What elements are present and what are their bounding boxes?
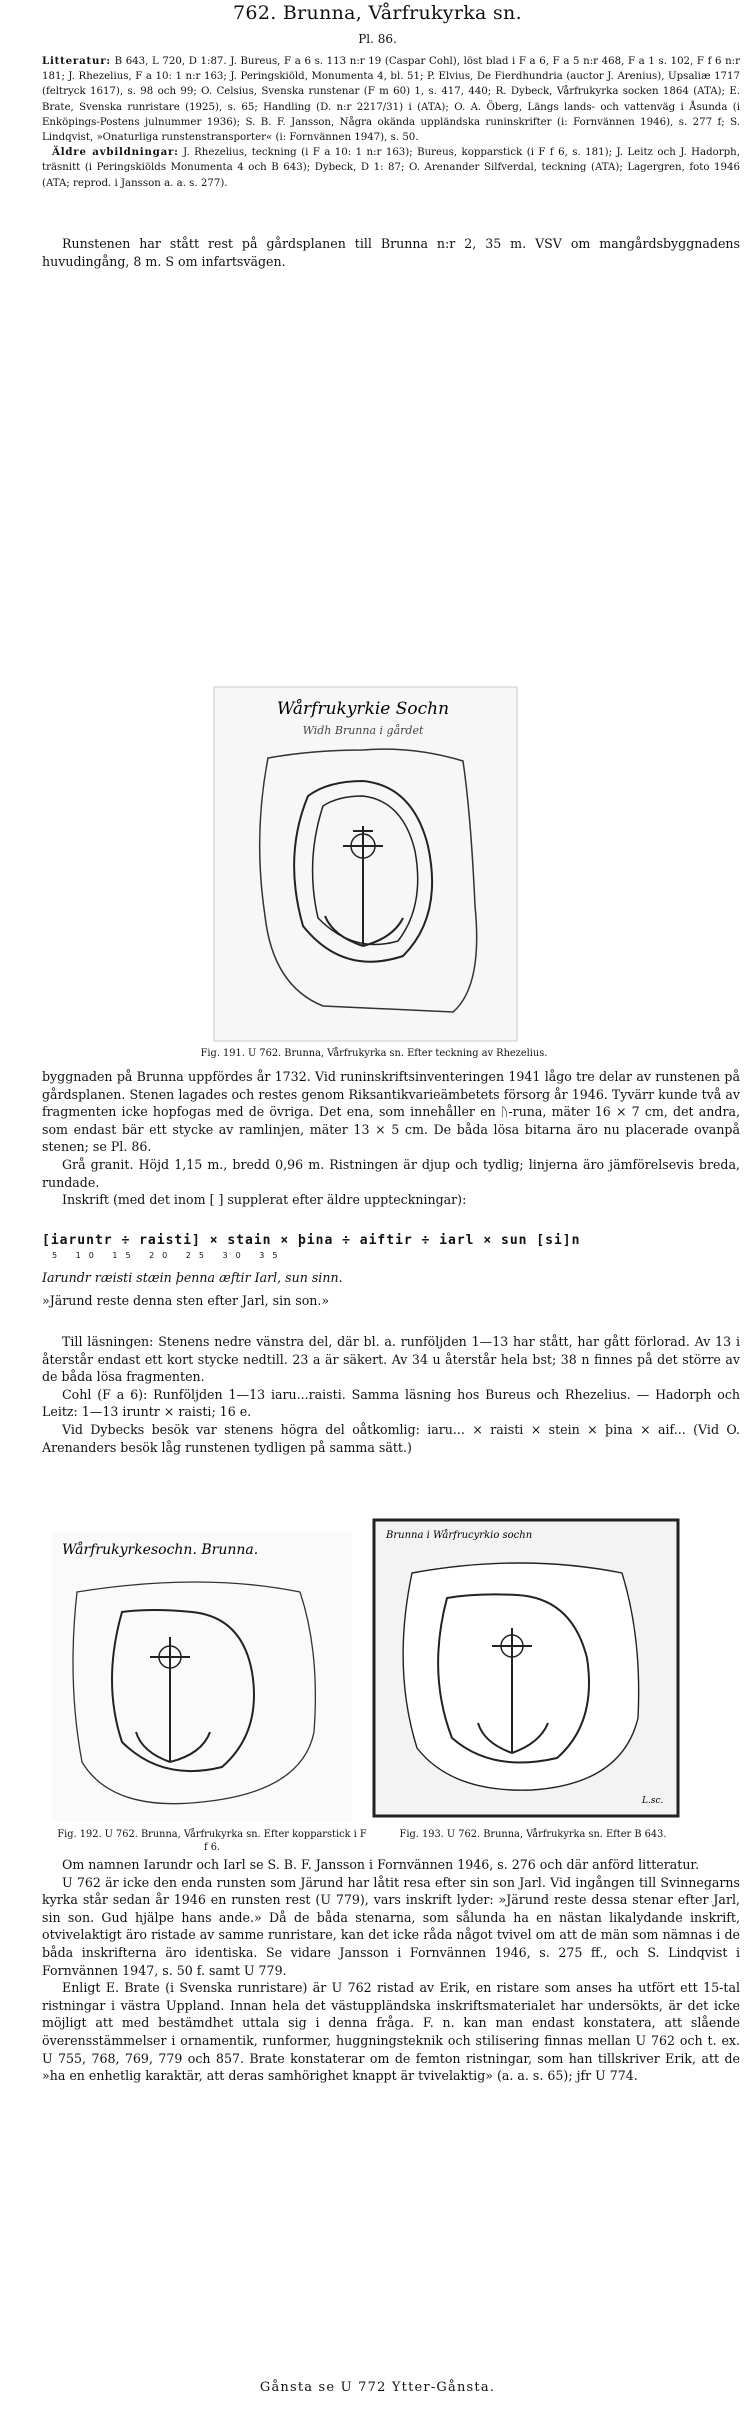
paragraph: Till läsningen: Stenens nedre vänstra del, där bl. a. runföljden 1—13 har stått, har gått förlorad. Av 13 i återstår endast ett kort stycke nedtill. 23 a är säkert. Av 34 u återstår hela bst; 38 n finnes på det större av de båda lösa fragmenten. xyxy=(42,1334,740,1385)
figure-192-caption: Fig. 192. U 762. Brunna, Vårfrukyrka sn. Efter kopparstick i F f 6. xyxy=(57,1829,367,1853)
figure-193-drawing xyxy=(372,1518,680,1818)
figure-inscription-text: Wårfrukyrkesochn. Brunna. xyxy=(62,1542,259,1558)
paragraph: Enligt E. Brate (i Svenska runristare) är U 762 ristad av Erik, en ristare som anses ha utfört ett 15-tal ristningar i västra Uppland. Innan hela det västuppländska inskriftsmaterialet har undersökts, är det icke möjligt att med bestämdhet uttala sig i denna fråga. F. n. kan man endast konstatera, att slående överensstämmelser i ornamentik, runformer, huggningsteknik och stilisering finnas mellan U 762 och t. ex. U 755, 768, 769, 779 och 857. Brate konstaterar om de femton ristningar, som han tillskriver Erik, att de »ha en enhetlig karaktär, att deras samhörighet knappt är tvivelaktig» (a. a. s. 65); jfr U 774. xyxy=(42,1980,740,2084)
older-illustrations-label: Äldre avbildningar: xyxy=(52,146,179,159)
older-illustrations-text: J. Rhezelius, teckning (i F a 10: 1 n:r 163); Bureus, kopparstick (i F f 6, s. 181); J. Leitz och J. Hadorph, träsnitt (i Peringskiölds Monumenta 4 och B 643); Dybeck, D 1: 87; O. Arenander Silfverdal, teckning (ATA); Lagergren, foto 1946 (ATA; reprod. i Jansson a. a. s. 277). xyxy=(42,147,740,189)
svg-text:L.sc.: L.sc. xyxy=(642,1796,664,1806)
figure-191-caption: Fig. 191. U 762. Brunna, Vårfrukyrka sn. Efter teckning av Rhezelius. xyxy=(200,1048,548,1059)
translation-text: »Järund reste denna sten efter Jarl, sin son.» xyxy=(42,1292,330,1308)
figure-191-drawing xyxy=(213,686,518,1042)
body-section-1 xyxy=(42,235,740,270)
page-title: 762. Brunna, Vårfrukyrka sn. xyxy=(233,2,522,24)
normalized-text: Iarundr ræisti stæin þenna æftir Iarl, sun sinn. xyxy=(42,1270,343,1285)
cross-reference-footer: Gånsta se U 772 Ytter-Gånsta. xyxy=(259,2380,496,2395)
literature-label: Litteratur: xyxy=(42,55,111,67)
paragraph: Grå granit. Höjd 1,15 m., bredd 0,96 m. Ristningen är djup och tydlig; linjerna äro jämförelsevis breda, rundade. xyxy=(42,1156,740,1190)
paragraph: byggnaden på Brunna uppfördes år 1732. Vid runinskriftsinventeringen 1941 lågo tre delar av runstenen på gårdsplanen. Stenen lagades och restes genom Riksantikvarieämbetets försorg år 1946. Tyvärr kunde två av fragmenten icke hopfogas med de övriga. Det ena, som innehåller en ᚢ-runa, mäter 16 × 7 cm, det andra, som endast bär ett stycke av ramlinjen, mäter 13 × 5 cm. De båda lösa bitarna äro nu placerade ovanpå stenen; se Pl. 86. xyxy=(42,1069,740,1155)
inscription-block xyxy=(42,1233,740,1309)
literature-text: B 643, L 720, D 1:87. J. Bureus, F a 6 s. 113 n:r 19 (Caspar Cohl), löst blad i F a 6, F a 5 n:r 468, F a 1 s. 102, F f 6 n:r 181; J. Rhezelius, F a 10: 1 n:r 163; J. Peringskiöld, Monumenta 4, bl. 51; P. Elvius, De Fierdhundria (auctor J. Arenius), Upsaliæ 1717 (feltryck 1617), s. 98 och 99; O. Celsius, Svenska runstenar (F m 60) 1, s. 417, 440; R. Dybeck, Vårfrukyrka socken 1864 (ATA); E. Brate, Svenska runristare (1925), s. 65; Handling (D. n:r 2217/31) i (ATA); O. A. Öberg, Längs lands- och vattenväg i Åsunda (i Enköpings-Postens julnummer 1936); S. B. F. Jansson, Några okända uppländska runinskrifter (i: Fornvännen 1946), s. 277 f; S. Lindqvist, »Onaturliga runstenstransporter« (i: Fornvännen 1947), s. 50. xyxy=(42,56,740,144)
body-section-2 xyxy=(42,1068,740,1209)
literature-section xyxy=(42,54,740,191)
paragraph: Runstenen har stått rest på gårdsplanen till Brunna n:r 2, 35 m. VSV om mangårdsbyggnadens huvudingång, 8 m. S om infartsvägen. xyxy=(42,236,740,269)
rune-transliteration: [iaruntr ÷ raisti] × stain × þina ÷ aiftir ÷ iarl × sun [si]n xyxy=(42,1233,581,1248)
paragraph: Om namnen Iarundr och Iarl se S. B. F. Jansson i Fornvännen 1946, s. 276 och där anförd litteratur. xyxy=(62,1857,700,1872)
paragraph: U 762 är icke den enda runsten som Järund har låtit resa efter sin son Jarl. Vid ingången till Svinnegarns kyrka står sedan år 1946 en runsten rest (U 779), vars inskrift lyder: »Järund reste dessa stenar efter Jarl, sin son. Gud hjälpe hans ande.» Då de båda stenarna, som sålunda ha en nästan likalydande inskrift, otvivelaktigt äro ristade av samme runristare, kan det icke råda något tvivel om att de män som nämnas i de båda inskrifterna äro identiska. Se vidare Jansson i Fornvännen 1946, s. 275 ff., och S. Lindqvist i Fornvännen 1947, s. 50 f. samt U 779. xyxy=(42,1874,740,1978)
rune-stone-woodcut xyxy=(372,1518,680,1818)
rune-stone-copperplate xyxy=(52,1532,352,1822)
paragraph: Vid Dybecks besök var stenens högra del oåtkomlig: iaru... × raisti × stein × þina × aif... (Vid O. Arenanders besök låg runstenen tydligen på samma sätt.) xyxy=(42,1421,740,1455)
body-section-3 xyxy=(42,1333,740,1456)
figure-192-drawing xyxy=(52,1532,352,1822)
paragraph: Inskrift (med det inom [ ] supplerat efter äldre uppteckningar): xyxy=(62,1192,467,1208)
figure-inscription-text: Wårfrukyrkie Sochn xyxy=(276,699,450,719)
svg-text:Widh Brunna i gårdet: Widh Brunna i gårdet xyxy=(302,724,424,737)
rune-numbering: 5 10 15 20 25 30 35 xyxy=(52,1251,286,1260)
figure-193-caption: Fig. 193. U 762. Brunna, Vårfrukyrka sn. Efter B 643. xyxy=(399,1829,667,1840)
figure-inscription-text: Brunna i Wårfrucyrkio sochn xyxy=(386,1530,533,1541)
plate-reference: Pl. 86. xyxy=(358,32,397,46)
rune-stone-sketch xyxy=(213,686,518,1042)
body-section-4 xyxy=(42,1856,740,2085)
paragraph: Cohl (F a 6): Runföljden 1—13 iaru...raisti. Samma läsning hos Bureus och Rhezelius. — Hadorph och Leitz: 1—13 iruntr × raisti; 16 e. xyxy=(42,1386,740,1420)
